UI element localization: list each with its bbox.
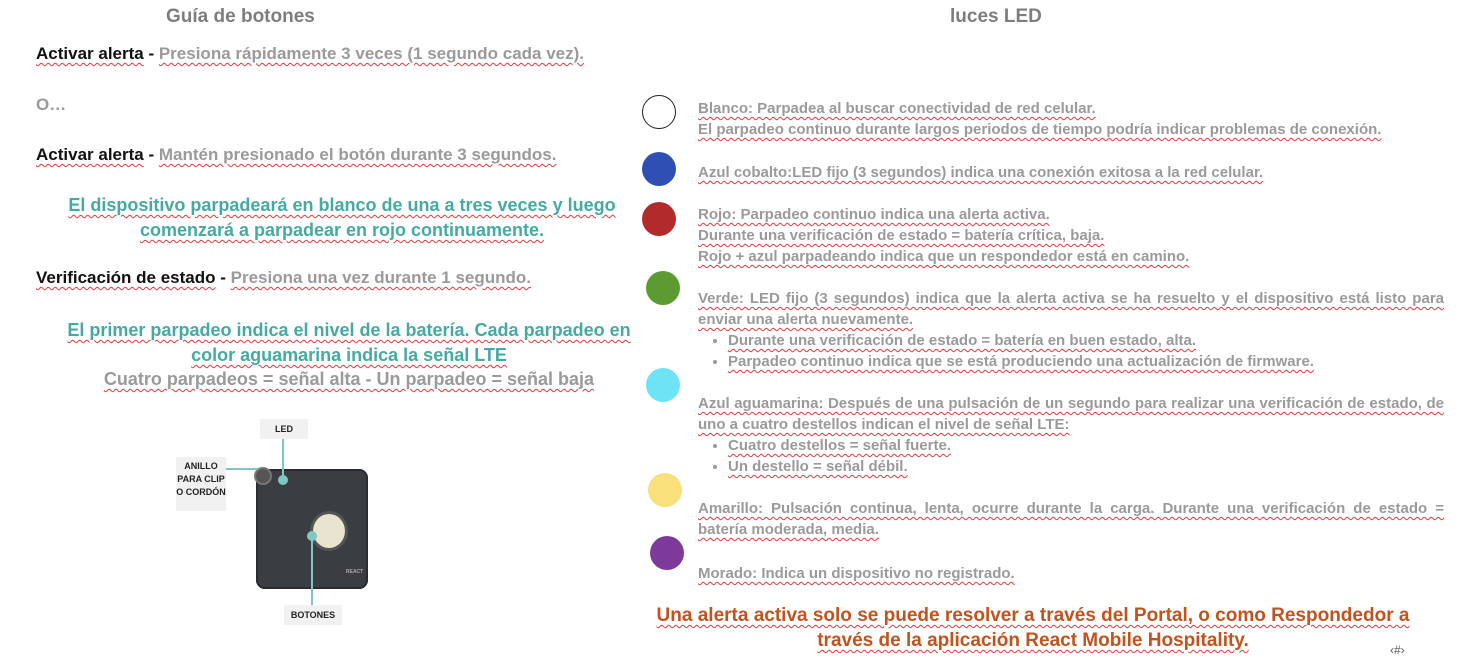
white-led-line-2: El parpadeo continuo durante largos periodos de tiempo podría indicar problemas de conexión. bbox=[698, 121, 1382, 138]
blink-info-line-2: comenzará a parpadear en rojo continuamente. bbox=[139, 220, 545, 240]
green-led-circle bbox=[646, 271, 680, 305]
separator: - bbox=[143, 44, 159, 63]
aqua-led-bullet-1: • Cuatro destellos = señal fuerte. bbox=[728, 435, 1444, 456]
alert-label-2: Activar alerta bbox=[36, 145, 144, 164]
battery-info-line-1: El primer parpadeo indica el nivel de la batería. Cada parpadeo en bbox=[67, 320, 631, 340]
blink-info-line-1: El dispositivo parpadeará en blanco de una a tres veces y luego bbox=[68, 195, 616, 215]
yellow-led-text: Amarillo: Pulsación continua, lenta, ocurre durante la carga. Durante una verificación de estado = batería moderada, media. bbox=[698, 500, 1444, 538]
aqua-led-bullet-2: • Un destello = señal débil. bbox=[728, 456, 1444, 477]
alert-press-text: Presiona rápidamente 3 veces (1 segundo cada vez). bbox=[158, 44, 585, 63]
resolve-note-line-1: Una alerta activa solo se puede resolver a través del Portal, o como Respondedor a bbox=[656, 605, 1410, 626]
or-text: O… bbox=[36, 95, 67, 114]
purple-led-description bbox=[698, 563, 1444, 584]
green-led-bullet-1: • Durante una verificación de estado = batería en buen estado, alta. bbox=[728, 330, 1444, 351]
yellow-led-circle bbox=[648, 473, 682, 507]
device-illustration bbox=[170, 415, 410, 630]
led-pointer-line bbox=[282, 439, 284, 479]
led-tag: LED bbox=[260, 419, 308, 439]
purple-led-circle bbox=[650, 536, 684, 570]
green-led-description bbox=[698, 288, 1444, 372]
led-lights-title: luces LED bbox=[950, 6, 1042, 27]
resolve-note-line-2: través de la aplicación React Mobile Hospitality. bbox=[817, 630, 1249, 651]
red-led-line-1: Rojo: Parpadeo continuo indica una alerta activa. bbox=[698, 206, 1050, 223]
ring-pointer-line bbox=[226, 468, 258, 470]
aqua-led-text: Azul aguamarina: Después de una pulsación de un segundo para realizar una verificación de estado, de uno a cuatro destellos indican el nivel de señal LTE: bbox=[698, 395, 1444, 433]
ring-tag: ANILLO PARA CLIP O CORDÓN bbox=[176, 457, 226, 511]
red-led-description bbox=[698, 204, 1448, 267]
cobalt-led-line-1: Azul cobalto:LED fijo (3 segundos) indica una conexión exitosa a la red celular. bbox=[698, 164, 1264, 181]
cobalt-led-circle bbox=[642, 152, 676, 186]
aqua-led-circle bbox=[646, 368, 680, 402]
alert-hold-line bbox=[36, 145, 556, 165]
status-check-text: Presiona una vez durante 1 segundo. bbox=[230, 268, 532, 287]
signal-levels-text: Cuatro parpadeos = señal alta - Un parpadeo = señal baja bbox=[103, 369, 595, 389]
purple-led-line-1: Morado: Indica un dispositivo no registrado. bbox=[698, 565, 1015, 582]
separator: - bbox=[215, 268, 231, 287]
white-led-line-1: Blanco: Parpadea al buscar conectividad de red celular. bbox=[698, 100, 1096, 117]
buttons-tag: BOTONES bbox=[284, 605, 342, 625]
red-led-line-3: Rojo + azul parpadeando indica que un respondedor está en camino. bbox=[698, 248, 1190, 265]
alert-press-line bbox=[36, 44, 584, 64]
alert-hold-text: Mantén presionado el botón durante 3 segundos. bbox=[158, 145, 557, 164]
separator: - bbox=[143, 145, 159, 164]
signal-levels-line bbox=[36, 369, 662, 390]
resolve-alert-note bbox=[630, 603, 1436, 653]
device-button bbox=[310, 511, 348, 551]
yellow-led-description bbox=[698, 498, 1444, 540]
device-brand: REACT bbox=[346, 569, 364, 575]
aqua-led-description bbox=[698, 393, 1444, 477]
blink-info-teal bbox=[36, 193, 648, 243]
button-guide-title: Guía de botones bbox=[166, 6, 315, 27]
led-pointer-dot bbox=[278, 475, 288, 485]
alert-label-1: Activar alerta bbox=[36, 44, 144, 63]
red-led-circle bbox=[642, 202, 676, 236]
battery-info-teal bbox=[36, 318, 662, 368]
page-number: ‹#› bbox=[1390, 643, 1405, 657]
white-led-description bbox=[698, 98, 1448, 140]
green-led-text: Verde: LED fijo (3 segundos) indica que la alerta activa se ha resuelto y el dispositivo está listo para enviar una alerta nuevamente. bbox=[698, 290, 1444, 328]
green-led-bullet-2: • Parpadeo continuo indica que se está produciendo una actualización de firmware. bbox=[728, 351, 1444, 372]
battery-info-line-2: color aguamarina indica la señal LTE bbox=[191, 345, 507, 365]
status-check-label: Verificación de estado bbox=[36, 268, 216, 287]
cobalt-led-description bbox=[698, 162, 1448, 183]
red-led-line-2: Durante una verificación de estado = batería crítica, baja. bbox=[698, 227, 1105, 244]
white-led-circle bbox=[642, 95, 676, 129]
buttons-pointer-dot bbox=[307, 531, 317, 541]
buttons-pointer-line bbox=[311, 535, 313, 605]
status-check-line bbox=[36, 268, 531, 288]
